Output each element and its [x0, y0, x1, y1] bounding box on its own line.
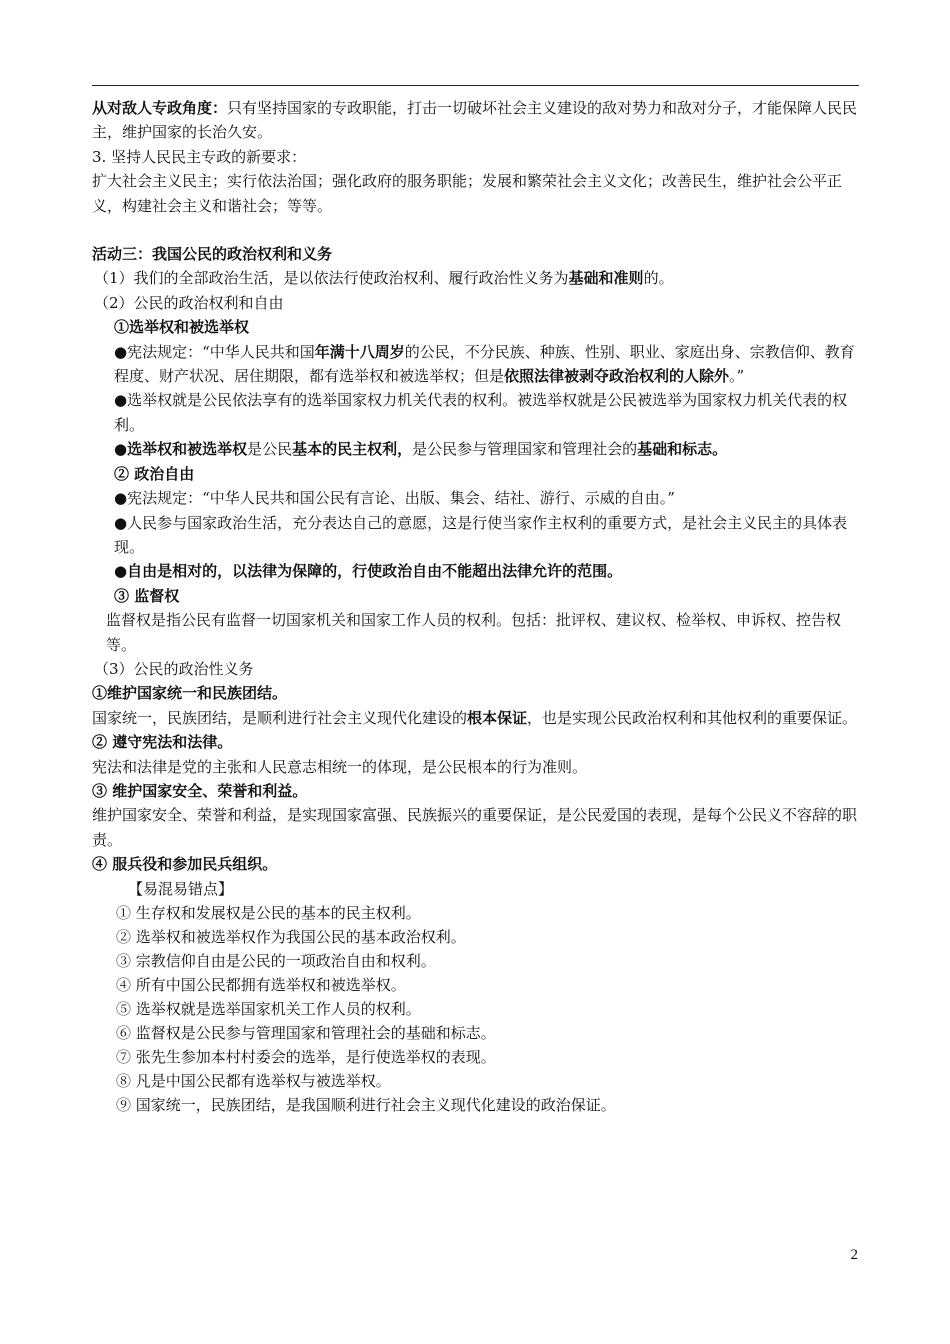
text: 是公民参与管理国家和管理社会的	[412, 440, 638, 459]
paragraph-new-requirements-heading: 3. 坚持人民民主专政的新要求：	[92, 147, 307, 166]
bold-text: 基础和准则	[568, 269, 644, 288]
text: ，也是实现公民政治权利和其他权利的重要保证。	[527, 708, 858, 727]
bullet-election-definition: ●选举权就是公民依法享有的选举国家权力机关代表的权利。被选举权就是公民被选举为国家权力机关代表的权利。	[114, 391, 848, 434]
duty-1-text	[92, 706, 859, 730]
paragraph-dictatorship	[92, 96, 859, 145]
page-number: 2	[850, 1247, 858, 1263]
mistakes-title: 【易混易错点】	[128, 879, 234, 898]
activity-point-3: （3）公民的政治性义务	[94, 659, 254, 678]
list-item: ④ 所有中国公民都拥有选举权和被选举权。	[116, 976, 406, 994]
text: 的公民，不分民族、种族、性别、职业、家庭出身、宗教信仰、教育程度、财产状况、居住期限，都有选举权和被选举权；但是	[114, 342, 855, 386]
activity-point-1	[92, 266, 859, 290]
paragraph-lead: 从对敌人专政角度：	[92, 99, 228, 117]
list-item: ⑧ 凡是中国公民都有选举权与被选举权。	[116, 1072, 391, 1090]
bold-text: 年满十八周岁	[314, 342, 405, 361]
paragraph-new-requirements: 扩大社会主义民主；实行依法治国；强化政府的服务职能；发展和繁荣社会主义文化；改善民生，维护社会公平正义，构建社会主义和谐社会；等等。	[92, 172, 843, 215]
mistakes-list	[92, 901, 859, 1117]
bold-text: 依照法律被剥夺政治权利的人除外	[504, 367, 730, 386]
document-body	[92, 96, 859, 1117]
bullet-election-basic-right	[92, 437, 859, 461]
list-item: ③ 宗教信仰自由是公民的一项政治自由和权利。	[116, 952, 436, 970]
bold-text: 根本保证	[467, 708, 528, 727]
bold-text: ●选举权和被选举权	[114, 440, 248, 459]
text: 是公民	[247, 440, 293, 459]
subheading-political-freedom: ② 政治自由	[114, 464, 195, 483]
list-item: ⑤ 选举权就是选举国家机关工作人员的权利。	[116, 1000, 421, 1018]
bold-text: 基础和标志。	[637, 440, 728, 459]
bullet-participation: ●人民参与国家政治生活，充分表达自己的意愿，这是行使当家作主权利的重要方式，是社会主义民主的具体表现。	[114, 513, 848, 556]
bullet-constitution-freedom: ●宪法规定：“中华人民共和国公民有言论、出版、集会、结社、游行、示威的自由。”	[114, 489, 675, 508]
duty-1-title: ①维护国家统一和民族团结。	[92, 684, 288, 703]
list-item: ① 生存权和发展权是公民的基本的民主权利。	[116, 904, 421, 922]
paragraph-supervision: 监督权是指公民有监督一切国家机关和国家工作人员的权利。包括：批评权、建议权、检举权、申诉权、控告权等。	[106, 611, 842, 654]
text: ●宪法规定：“中华人民共和国	[114, 342, 315, 361]
text: （1）我们的全部政治生活，是以依法行使政治权利、履行政治性义务为	[94, 269, 569, 288]
duty-3-text: 维护国家安全、荣誉和利益，是实现国家富强、民族振兴的重要保证，是公民爱国的表现，是每个公民义不容辞的职责。	[92, 806, 858, 849]
duty-2-title: ② 遵守宪法和法律。	[92, 733, 233, 752]
bold-text: 基本的民主权利，	[292, 440, 413, 459]
bullet-freedom-relative: ●自由是相对的，以法律为保障的，行使政治自由不能超出法律允许的范围。	[114, 562, 623, 581]
list-item: ⑦ 张先生参加本村村委会的选举，是行使选举权的表现。	[116, 1048, 496, 1066]
header-rule	[92, 85, 859, 86]
duty-3-title: ③ 维护国家安全、荣誉和利益。	[92, 781, 308, 800]
text: 。”	[729, 367, 745, 386]
list-item: ② 选举权和被选举权作为我国公民的基本政治权利。	[116, 928, 466, 946]
bullet-constitution-election	[92, 340, 859, 389]
activity-title: 活动三：我国公民的政治权利和义务	[92, 245, 333, 264]
list-item: ⑥ 监督权是公民参与管理国家和管理社会的基础和标志。	[116, 1024, 496, 1042]
subheading-supervision: ③ 监督权	[114, 586, 180, 605]
list-item: ⑨ 国家统一，民族团结，是我国顺利进行社会主义现代化建设的政治保证。	[116, 1096, 616, 1114]
text: 的。	[643, 269, 674, 288]
activity-point-2: （2）公民的政治权利和自由	[94, 293, 284, 312]
paragraph-text: 只有坚持国家的专政职能，打击一切破坏社会主义建设的敌对势力和敌对分子，才能保障人民民主，维护国家的长治久安。	[92, 99, 858, 142]
duty-2-text: 宪法和法律是党的主张和人民意志相统一的体现，是公民根本的行为准则。	[92, 757, 588, 776]
subheading-election-right: ①选举权和被选举权	[114, 318, 250, 337]
text: 国家统一，民族团结，是顺利进行社会主义现代化建设的	[92, 708, 468, 727]
duty-4-title: ④ 服兵役和参加民兵组织。	[92, 855, 278, 874]
